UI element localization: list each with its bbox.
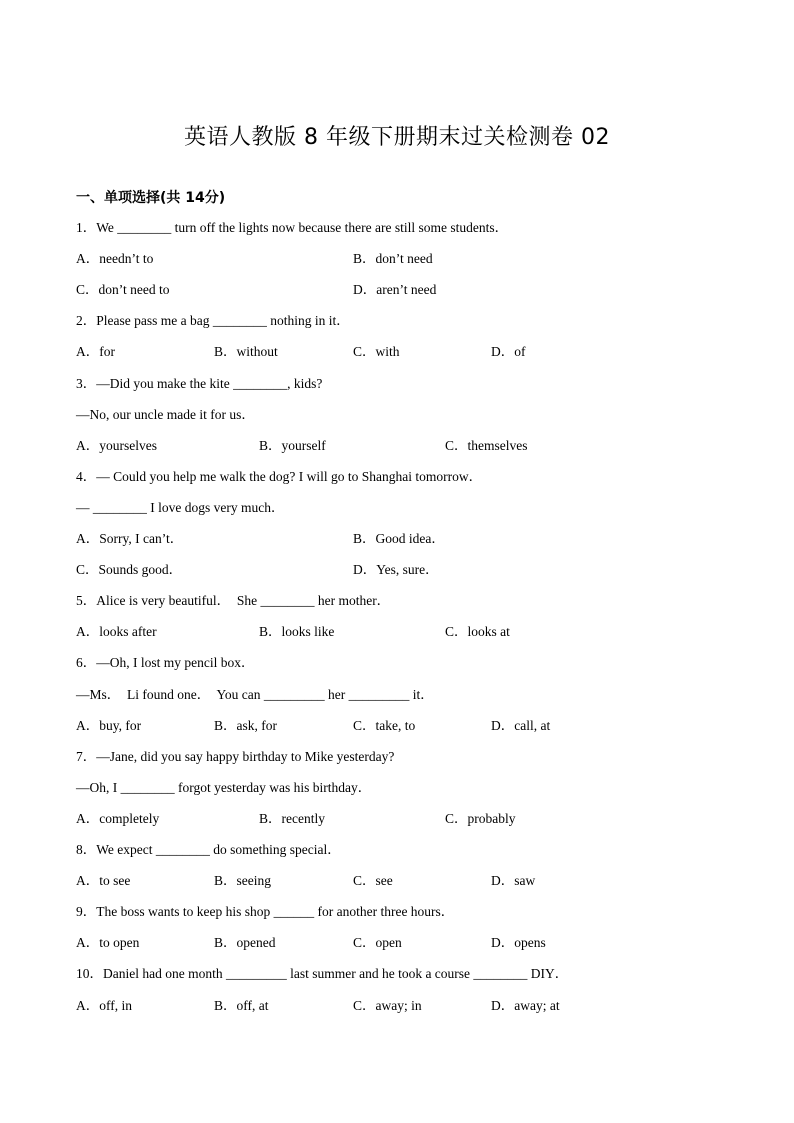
question-6-option-c: C．take, to [353,717,416,733]
question-4-option-d: D．Yes, sure． [353,562,439,578]
question-10-option-c: C．away; in [353,997,422,1013]
question-9-option-c: C．open [353,935,402,951]
question-7-option-a: A．completely [76,810,160,826]
question-8-option-c: C．see [353,873,393,889]
question-10-line-1: 10．Daniel had one month _________ last summer and he took a course ________ DIY． [76,966,569,982]
question-3-option-b: B．yourself [259,437,326,453]
question-4-line-1: 4．— Could you help me walk the dog? I will go to Shanghai tomorrow． [76,468,483,484]
question-7-option-b: B．recently [259,810,325,826]
question-6-line-1: 6．—Oh, I lost my pencil box． [76,655,255,671]
question-3-line-2: —No, our uncle made it for us． [76,406,255,422]
question-1-line-1: 1．We ________ turn off the lights now because there are still some students． [76,220,509,235]
question-10-option-b: B．off, at [214,997,269,1013]
page-title: 英语人教版 8 年级下册期末过关检测卷 02 [184,125,610,150]
question-10-option-a: A．off, in [76,997,132,1013]
question-8-option-a: A．to see [76,873,131,889]
question-1-option-c: C．don’t need to [76,282,170,298]
question-6-option-b: B．ask, for [214,717,277,733]
question-6-line-2: —Ms． Li found one． You can _________ her _________ it． [76,686,434,702]
question-8-option-d: D．saw [491,873,536,889]
question-5-option-c: C．looks at [445,624,510,640]
question-5-option-b: B．looks like [259,624,335,640]
question-9-line-1: 9．The boss wants to keep his shop ______ for another three hours． [76,904,455,920]
question-8-option-b: B．seeing [214,873,271,889]
question-2-option-b: B．without [214,344,278,360]
question-4-option-c: C．Sounds good． [76,562,183,578]
question-5-line-1: 5．Alice is very beautiful． She ________ her mother． [76,593,391,609]
question-3-option-c: C．themselves [445,437,528,453]
question-9-option-b: B．opened [214,935,276,951]
question-2-option-c: C．with [353,344,400,360]
question-1-option-a: A．needn’t to [76,251,154,267]
question-4-option-a: A．Sorry, I can’t． [76,531,184,546]
question-2-option-d: D．of [491,344,526,360]
question-1-option-b: B．don’t need [353,251,433,267]
question-4-option-b: B．Good idea． [353,531,445,546]
question-10-option-d: D．away; at [491,997,560,1013]
question-9-option-a: A．to open [76,935,140,951]
question-4-line-2: — ________ I love dogs very much． [76,499,285,515]
question-7-option-c: C．probably [445,810,516,826]
question-3-option-a: A．yourselves [76,437,157,453]
question-2-line-1: 2．Please pass me a bag ________ nothing in it． [76,313,350,329]
question-6-option-a: A．buy, for [76,717,142,733]
question-1-option-d: D．aren’t need [353,282,437,298]
question-8-line-1: 8．We expect ________ do something special． [76,842,341,857]
question-9-option-d: D．opens [491,935,546,951]
question-5-option-a: A．looks after [76,624,157,640]
question-2-option-a: A．for [76,344,115,360]
question-3-line-1: 3．—Did you make the kite ________, kids? [76,375,323,391]
question-7-line-1: 7．—Jane, did you say happy birthday to Mike yesterday? [76,748,395,764]
question-6-option-d: D．call, at [491,717,551,733]
section-heading: 一、单项选择(共 14分) [76,190,226,206]
question-7-line-2: —Oh, I ________ forgot yesterday was his birthday． [76,779,372,795]
